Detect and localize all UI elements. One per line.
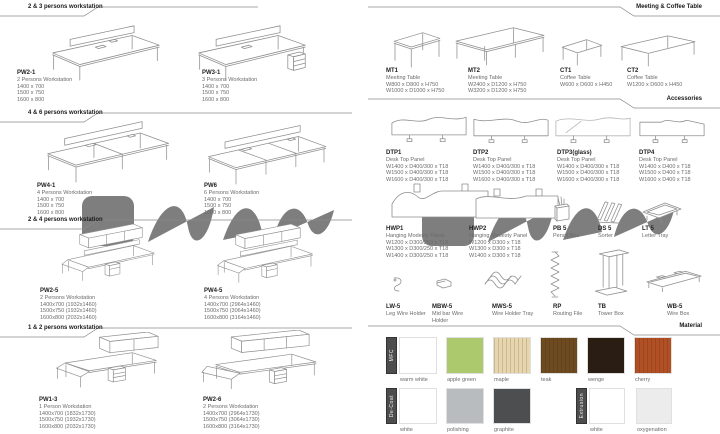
product-code: HWP2 xyxy=(469,226,487,232)
swatch-polishing xyxy=(446,388,484,424)
swatch-apple-green xyxy=(446,337,484,374)
product-label xyxy=(386,68,444,95)
product-code: LT 5 xyxy=(642,226,654,232)
section-title: Material xyxy=(679,323,702,329)
product-dim: 1400 x 700 xyxy=(37,196,65,203)
swatch-teak xyxy=(540,337,578,374)
product-code: PW3-1 xyxy=(202,70,221,76)
table-drawing-ct2 xyxy=(616,31,702,68)
product-label xyxy=(203,397,260,430)
tower-box-drawing xyxy=(589,246,633,301)
product-dim: 1600 x 800 xyxy=(202,96,230,103)
product-desc: 2 Persons Workstation xyxy=(203,404,259,410)
product-dim: 1400x700 (1832x1730) xyxy=(39,410,96,417)
wire-box-drawing xyxy=(643,264,705,294)
workstation-drawing-pw4-1 xyxy=(42,116,178,184)
workstation-drawing-pw1-3 xyxy=(46,332,172,394)
swatch-cherry xyxy=(634,337,672,374)
panel-drawing-dtp4 xyxy=(636,112,708,145)
product-label xyxy=(473,150,535,183)
product-label xyxy=(40,288,97,321)
section-title: Meeting & Coffee Table xyxy=(636,4,702,10)
product-code: HWP1 xyxy=(386,226,404,232)
product-desc: Desk Top Panel xyxy=(557,157,596,163)
product-dim: 1500 x 750 xyxy=(204,203,232,209)
product-code: DTP3(glass) xyxy=(557,150,592,156)
product-code: TB xyxy=(598,304,606,310)
swatch-caption: graphite xyxy=(494,427,514,433)
swatch-caption: oxygenation xyxy=(637,427,667,433)
product-dim: 1600x800 (3164x1730) xyxy=(203,423,260,430)
product-desc: Tower Box xyxy=(598,311,624,317)
product-label xyxy=(627,68,682,88)
product-desc: 4 Persons Workstation xyxy=(37,190,93,196)
swatch-caption: maple xyxy=(494,377,509,383)
product-dim: 1600 x 800 xyxy=(204,209,232,216)
swatch-white xyxy=(399,388,437,424)
product-dim: 1400 x 700 xyxy=(17,83,45,90)
panel-drawing-dtp2 xyxy=(470,110,552,146)
section-header-material xyxy=(368,322,720,337)
product-dim: W1400 x D400/300 x T18 xyxy=(386,163,449,170)
product-desc: 1 Person Workstation xyxy=(39,404,92,410)
product-code: MT2 xyxy=(468,68,480,74)
product-dim: W3200 x D1200 x H750 xyxy=(468,88,527,94)
product-desc: Leg Wire Holder xyxy=(386,311,426,317)
section-title: 4 & 6 persons workstation xyxy=(28,110,103,116)
product-code: PW4-1 xyxy=(37,183,56,189)
product-dim: W1500 x D400/300 x T18 xyxy=(386,170,449,176)
product-code: PW4-5 xyxy=(204,288,223,294)
product-desc: Routing File xyxy=(553,311,583,317)
product-dim: W1300 x D300 x T18 xyxy=(469,246,521,252)
product-dim: W1500 x D400/300 x T18 xyxy=(557,170,620,176)
swatch-caption: teak xyxy=(541,377,552,383)
workstation-drawing-pw2-5 xyxy=(50,224,172,288)
product-desc: 4 Persons Workstation xyxy=(204,295,260,301)
swatch-oxygenation xyxy=(636,388,672,424)
product-dim: W1500 x D400/300 x T18 xyxy=(473,170,536,176)
product-label xyxy=(17,70,72,103)
product-dim: 1600 x 800 xyxy=(37,209,65,216)
product-desc: 6 Persons Workstation xyxy=(204,190,260,196)
product-dim: W1200 x D300/250 x T18 xyxy=(386,239,449,246)
product-label xyxy=(639,150,691,183)
product-label xyxy=(37,183,92,216)
product-dim: 1600 x 800 xyxy=(17,96,45,103)
product-dim: 1400 x 700 xyxy=(204,196,232,203)
product-code: PW2-6 xyxy=(203,397,222,403)
product-dim: 1500x750 (3064x1460) xyxy=(204,308,261,314)
product-dim: 1400x700 (2964x1730) xyxy=(203,410,260,417)
panel-drawing-hwp2 xyxy=(472,184,562,223)
product-desc: Meeting Table xyxy=(386,75,421,81)
pencil-box-drawing xyxy=(551,194,571,224)
product-dim: W1000 x D1000 x H750 xyxy=(386,88,445,94)
swatch-wenge xyxy=(587,337,625,374)
product-label xyxy=(598,304,642,318)
product-code: PW2-5 xyxy=(40,288,59,294)
product-dim: 1500x750 (1932x1730) xyxy=(39,417,96,423)
product-dim: 1400x700 (2964x1460) xyxy=(204,301,261,308)
product-dim: 1500x750 (1932x1460) xyxy=(40,308,97,314)
section-header-2-3-persons xyxy=(0,3,258,18)
product-dim: W1400 x D300/250 x T18 xyxy=(386,252,449,259)
product-dim: W1500 x D400 x T18 xyxy=(639,170,691,176)
product-dim: 1600x800 (2032x1460) xyxy=(40,314,97,321)
routing-file-drawing xyxy=(547,250,563,300)
section-title: Accessories xyxy=(666,96,702,102)
product-label xyxy=(492,304,536,318)
workstation-drawing-pw2-6 xyxy=(192,330,338,394)
product-dim: 1500x750 (3064x1730) xyxy=(203,417,260,423)
product-dim: W1600 x D400 x T18 xyxy=(639,176,691,183)
product-dim: W1600 x D400/300 x T18 xyxy=(473,176,536,183)
product-desc: Mid bar Wire Holder xyxy=(432,311,464,324)
swatch-caption: wenge xyxy=(588,377,605,383)
product-desc: Sorter xyxy=(598,233,613,239)
letter-tray-drawing xyxy=(639,198,685,224)
product-dim: W800 x D800 x H750 xyxy=(386,81,439,88)
product-code: MBW-5 xyxy=(432,304,453,310)
product-dim: 1500 x 750 xyxy=(17,90,45,96)
swatch-caption: cherry xyxy=(635,377,651,383)
product-desc: Coffee Table xyxy=(560,75,591,81)
product-desc: Desk Top Panel xyxy=(639,157,678,163)
product-desc: Desk Top Panel xyxy=(473,157,512,163)
product-desc: Letter Tray xyxy=(642,233,669,239)
material-tag-extrusion: Extrusion xyxy=(576,388,587,424)
product-code: DTP1 xyxy=(386,150,402,156)
product-code: DS 5 xyxy=(598,226,612,232)
table-drawing-mt2 xyxy=(452,22,548,66)
product-code: CT1 xyxy=(560,68,572,74)
product-label xyxy=(202,70,257,103)
workstation-drawing-pw6 xyxy=(200,120,338,186)
product-code: WB-5 xyxy=(667,304,683,310)
product-label xyxy=(667,304,711,318)
product-code: DTP2 xyxy=(473,150,489,156)
product-desc: Meeting Table xyxy=(468,75,503,81)
product-dim: W600 x D600 x H450 xyxy=(560,81,613,88)
product-label xyxy=(560,68,612,88)
product-dim: W1300 x D300/250 x T18 xyxy=(386,246,449,252)
mid-bar-wire-holder-drawing xyxy=(433,275,455,294)
product-code: PW1-3 xyxy=(39,397,58,403)
swatch-caption: warm white xyxy=(400,377,428,383)
table-drawing-mt1 xyxy=(388,26,446,70)
product-dim: W1200 x D600 x H450 xyxy=(627,81,683,88)
product-dim: W1200 x D300 x T18 xyxy=(469,239,521,246)
sorter-drawing xyxy=(593,196,627,225)
product-dim: 1500 x 750 xyxy=(202,90,230,96)
product-dim: 1600x800 (3164x1460) xyxy=(204,314,261,321)
product-label xyxy=(553,226,579,240)
product-desc: 3 Persons Workstation xyxy=(202,77,258,83)
product-code: DTP4 xyxy=(639,150,655,156)
section-title: 1 & 2 persons workstation xyxy=(28,325,103,331)
table-drawing-ct1 xyxy=(556,34,608,68)
product-desc: Pencil Box xyxy=(553,233,579,239)
product-label xyxy=(204,288,261,321)
swatch-white xyxy=(589,388,625,424)
product-label xyxy=(468,68,526,95)
product-dim: 1400x700 (1932x1460) xyxy=(40,301,97,308)
product-label xyxy=(39,397,96,430)
product-label xyxy=(469,226,527,259)
wire-holder-tray-drawing xyxy=(481,264,523,294)
swatch-caption: polishing xyxy=(447,427,469,433)
product-dim: W1400 x D400 x T18 xyxy=(639,163,691,170)
product-desc: 2 Persons Workstation xyxy=(17,77,73,83)
swatch-caption: white xyxy=(400,427,413,433)
product-code: PW6 xyxy=(204,183,218,189)
product-dim: 1500 x 750 xyxy=(37,203,65,209)
panel-drawing-dtp3 xyxy=(552,110,634,146)
swatch-maple xyxy=(493,337,531,374)
product-code: CT2 xyxy=(627,68,639,74)
material-tag-de-coat: De-Coat xyxy=(386,388,397,424)
product-label xyxy=(386,226,448,259)
product-dim: W1400 x D400/300 x T18 xyxy=(557,163,620,170)
product-label xyxy=(642,226,668,240)
product-dim: W2400 x D1200 x H750 xyxy=(468,81,527,88)
product-label xyxy=(553,304,597,318)
swatch-graphite xyxy=(493,388,531,424)
product-desc: Desk Top Panel xyxy=(386,157,425,163)
swatch-caption: apple green xyxy=(447,377,477,383)
product-label xyxy=(386,304,430,318)
product-dim: W1600 x D400/300 x T18 xyxy=(557,176,620,183)
product-dim: W1400 x D400/300 x T18 xyxy=(473,163,536,170)
product-desc: 2 Persons Workstation xyxy=(40,295,96,301)
swatch-caption: white xyxy=(590,427,603,433)
section-title: 2 & 4 persons workstation xyxy=(28,217,103,223)
product-label xyxy=(386,150,448,183)
product-code: LW-5 xyxy=(386,304,401,310)
product-label xyxy=(432,304,476,324)
product-code: MWS-5 xyxy=(492,304,512,310)
leg-wire-holder-drawing xyxy=(389,274,407,295)
section-title: 2 & 3 persons workstation xyxy=(28,4,103,10)
product-code: PW2-1 xyxy=(17,70,36,76)
product-desc: Wire Holder Tray xyxy=(492,311,534,317)
section-header-accessories xyxy=(368,95,720,110)
product-dim: 1600x800 (2032x1730) xyxy=(39,423,96,430)
product-dim: 1400 x 700 xyxy=(202,83,230,90)
product-label xyxy=(598,226,613,240)
product-desc: Wire Box xyxy=(667,311,690,317)
section-header-meeting-coffee xyxy=(368,3,720,18)
swatch-warm-white xyxy=(399,337,437,374)
product-dim: W1400 x D300 x T18 xyxy=(469,252,521,259)
product-desc: Coffee Table xyxy=(627,75,658,81)
product-label xyxy=(204,183,259,216)
workstation-drawing-pw4-5 xyxy=(204,224,332,290)
product-dim: W1600 x D400/300 x T18 xyxy=(386,176,449,183)
product-code: MT1 xyxy=(386,68,398,74)
product-desc: Hanging Modesty Panel xyxy=(386,233,445,239)
product-label xyxy=(557,150,619,183)
panel-drawing-dtp1 xyxy=(388,110,470,146)
product-code: RP xyxy=(553,304,562,310)
product-desc: Hanging Modesty Panel xyxy=(469,233,528,239)
material-tag-mfc: MFC xyxy=(386,337,397,374)
product-code: PB 5 xyxy=(553,226,567,232)
